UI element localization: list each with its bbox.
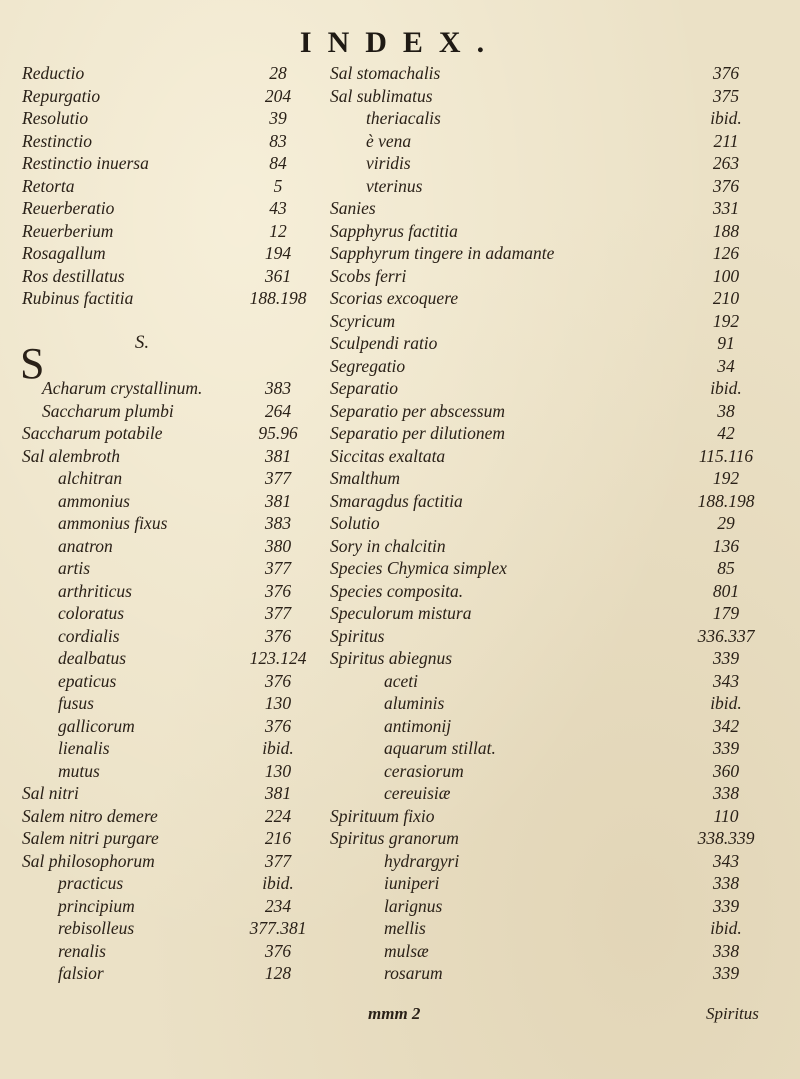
- index-entry: [330, 467, 770, 490]
- page-reference: 376: [712, 175, 740, 196]
- page-reference: ibid.: [710, 108, 742, 128]
- index-entry: [22, 310, 314, 333]
- page-reference: 84: [269, 153, 287, 173]
- index-term: dealbatus: [58, 648, 127, 668]
- index-entry: [22, 962, 314, 985]
- page-reference: 210: [712, 288, 740, 308]
- index-entry: [22, 130, 314, 153]
- index-entry: [22, 62, 314, 85]
- index-entry: [330, 85, 770, 108]
- page-reference: 216: [264, 828, 292, 848]
- page-reference: 338: [712, 783, 740, 803]
- index-entry: [330, 377, 770, 400]
- index-term: mellis: [384, 918, 426, 938]
- index-term: è vena: [366, 130, 412, 151]
- index-term: Restinctio inuersa: [22, 153, 149, 173]
- index-entry: [22, 917, 314, 940]
- index-entry: [22, 715, 314, 738]
- index-term: aluminis: [384, 693, 445, 713]
- page-reference: 224: [264, 805, 292, 826]
- index-term: rebisolleus: [58, 918, 135, 938]
- page-reference: 343: [712, 670, 740, 691]
- page-reference: 342: [712, 715, 740, 736]
- page-reference: 361: [264, 265, 292, 286]
- index-term: Scyricum: [330, 310, 396, 331]
- page-reference: 375: [712, 85, 740, 106]
- index-term: Sapphyrus factitia: [330, 220, 458, 241]
- page-reference: 100: [712, 265, 740, 286]
- page-reference: 376: [264, 670, 292, 691]
- index-entry: [22, 377, 314, 400]
- page-reference: 377: [264, 603, 292, 623]
- index-term: epaticus: [58, 670, 117, 691]
- page-reference: 91: [717, 333, 735, 353]
- index-entry: [330, 872, 770, 895]
- index-term: ammonius fixus: [58, 513, 168, 533]
- index-entry: [22, 265, 314, 288]
- index-entry: [330, 625, 770, 648]
- index-term: Retorta: [22, 175, 75, 196]
- index-left-column: [22, 62, 314, 985]
- index-entry: [330, 355, 770, 378]
- index-term: rosarum: [384, 963, 443, 983]
- index-entry: [330, 400, 770, 423]
- page-reference: 39: [269, 108, 287, 128]
- page-reference: 38: [717, 400, 735, 421]
- index-entry: [22, 175, 314, 198]
- index-term: Salem nitri purgare: [22, 828, 159, 848]
- index-entry: [22, 895, 314, 918]
- index-entry: [330, 175, 770, 198]
- page-reference: 43: [269, 198, 287, 218]
- index-term: Scorias excoquere: [330, 288, 459, 308]
- index-entry: [22, 670, 314, 693]
- page-reference: 115.116: [698, 445, 754, 466]
- index-term: Sal stomachalis: [330, 63, 441, 83]
- page-reference: 188: [712, 220, 740, 241]
- index-term: arthriticus: [58, 580, 132, 601]
- index-entry: [22, 512, 314, 535]
- index-entry: [22, 602, 314, 625]
- index-entry: [330, 265, 770, 288]
- index-entry: [22, 737, 314, 760]
- page-reference: 338: [712, 940, 740, 961]
- page-reference: 376: [264, 940, 292, 961]
- index-term: Segregatio: [330, 355, 406, 376]
- index-term: viridis: [366, 153, 411, 173]
- page-reference: 29: [717, 513, 735, 533]
- index-term: cerasiorum: [384, 760, 464, 781]
- index-term: mutus: [58, 760, 100, 781]
- section-letter: [22, 332, 314, 355]
- index-entry: [22, 220, 314, 243]
- index-term: gallicorum: [58, 715, 135, 736]
- page-reference: 377: [264, 558, 292, 578]
- index-entry: [330, 647, 770, 670]
- index-term: Saccharum plumbi: [42, 400, 174, 421]
- page-reference: 383: [264, 378, 292, 398]
- index-entry: [330, 535, 770, 558]
- index-term: Spiritus abiegnus: [330, 648, 453, 668]
- index-term: hydrargyri: [384, 850, 460, 871]
- index-term: theriacalis: [366, 108, 441, 128]
- index-entry: [22, 580, 314, 603]
- page-reference: 123.124: [249, 648, 307, 668]
- index-term: Spirituum fixio: [330, 805, 435, 826]
- index-entry: [330, 242, 770, 265]
- index-entry: [330, 962, 770, 985]
- index-entry: [330, 512, 770, 535]
- page-reference: 376: [264, 580, 292, 601]
- index-term: renalis: [58, 940, 106, 961]
- index-term: Ros destillatus: [22, 265, 125, 286]
- index-term: lienalis: [58, 738, 110, 758]
- index-entry: [330, 580, 770, 603]
- index-term: Reuerberatio: [22, 198, 115, 218]
- index-term: artis: [58, 558, 91, 578]
- index-term: cordialis: [58, 625, 120, 646]
- index-entry: [330, 62, 770, 85]
- index-entry: [330, 220, 770, 243]
- index-term: Sanies: [330, 198, 376, 218]
- page-reference: ibid.: [262, 873, 294, 893]
- page-reference: 360: [712, 760, 740, 781]
- index-term: Smaragdus factitia: [330, 490, 463, 511]
- page-reference: 339: [712, 895, 740, 916]
- page-reference: 179: [712, 603, 740, 623]
- index-term: Reuerberium: [22, 220, 114, 241]
- page-reference: 377: [264, 468, 292, 488]
- index-entry: [22, 827, 314, 850]
- index-term: Sapphyrum tingere in adamante: [330, 243, 555, 263]
- index-entry: [330, 782, 770, 805]
- index-term: Separatio per abscessum: [330, 400, 505, 421]
- page-reference: ibid.: [710, 693, 742, 713]
- page-reference: 188.198: [249, 288, 307, 308]
- index-entry: [22, 647, 314, 670]
- index-entry: [22, 355, 314, 378]
- index-entry: [22, 467, 314, 490]
- page-reference: 83: [269, 130, 287, 151]
- index-entry: [330, 310, 770, 333]
- page-reference: 95.96: [258, 423, 298, 443]
- page-reference: 5: [273, 175, 283, 196]
- index-entry: [330, 130, 770, 153]
- page-reference: 339: [712, 648, 740, 668]
- index-entry: [22, 85, 314, 108]
- page-reference: 34: [717, 355, 735, 376]
- page-reference: 204: [264, 85, 292, 106]
- index-entry: [330, 422, 770, 445]
- index-entry: [330, 737, 770, 760]
- index-term: Solutio: [330, 513, 380, 533]
- index-term: vterinus: [366, 175, 423, 196]
- page-reference: 381: [264, 490, 292, 511]
- index-entry: [330, 602, 770, 625]
- index-right-column: [330, 62, 770, 985]
- index-entry: [22, 872, 314, 895]
- page-reference: 264: [264, 400, 292, 421]
- page-reference: 136: [712, 535, 740, 556]
- index-entry: [22, 490, 314, 513]
- index-term: Sculpendi ratio: [330, 333, 438, 353]
- index-term: alchitran: [58, 468, 123, 488]
- page-reference: 130: [264, 693, 292, 713]
- page-reference: 338: [712, 873, 740, 893]
- page-reference: 85: [717, 558, 735, 578]
- index-entry: [330, 445, 770, 468]
- index-term: larignus: [384, 895, 443, 916]
- index-term: Species Chymica simplex: [330, 558, 507, 578]
- index-entry: [330, 332, 770, 355]
- page-reference: ibid.: [710, 918, 742, 938]
- index-entry: [22, 242, 314, 265]
- drop-cap-letter: S: [20, 339, 45, 388]
- index-term: Speculorum mistura: [330, 603, 472, 623]
- index-entry: [330, 107, 770, 130]
- page-reference: 28: [269, 63, 287, 83]
- index-term: Repurgatio: [22, 85, 101, 106]
- index-term: Acharum crystallinum.: [42, 378, 203, 398]
- page-reference: 381: [264, 783, 292, 803]
- page-reference: 377: [264, 850, 292, 871]
- index-term: Sal alembroth: [22, 445, 121, 466]
- index-term: aceti: [384, 670, 419, 691]
- index-term: ammonius: [58, 490, 130, 511]
- index-term: aquarum stillat.: [384, 738, 496, 758]
- index-entry: [22, 805, 314, 828]
- index-term: principium: [58, 895, 135, 916]
- index-term: falsior: [58, 963, 104, 983]
- page-reference: 339: [712, 963, 740, 983]
- index-entry: [22, 760, 314, 783]
- index-entry: [330, 692, 770, 715]
- page-reference: 381: [264, 445, 292, 466]
- index-entry: [22, 197, 314, 220]
- index-term: Salem nitro demere: [22, 805, 158, 826]
- page-reference: 338.339: [697, 828, 755, 848]
- index-term: mulsæ: [384, 940, 429, 961]
- index-entry: [22, 692, 314, 715]
- index-term: Resolutio: [22, 108, 89, 128]
- index-entry: [330, 850, 770, 873]
- page-reference: 128: [264, 963, 292, 983]
- page-reference: 376: [264, 715, 292, 736]
- index-term: Spiritus granorum: [330, 828, 459, 848]
- index-term: Reductio: [22, 63, 85, 83]
- index-entry: [330, 715, 770, 738]
- page-reference: 192: [712, 310, 740, 331]
- index-term: cereuisiæ: [384, 783, 451, 803]
- index-term: antimonij: [384, 715, 452, 736]
- page-reference: 42: [717, 423, 735, 443]
- page-reference: 376: [712, 63, 740, 83]
- index-entry: [22, 152, 314, 175]
- page-reference: 192: [712, 468, 740, 488]
- page-reference: 130: [264, 760, 292, 781]
- index-term: Saccharum potabile: [22, 423, 163, 443]
- index-term: Sory in chalcitin: [330, 535, 446, 556]
- index-term: Separatio per dilutionem: [330, 423, 505, 443]
- page-reference: 376: [264, 625, 292, 646]
- index-entry: [330, 670, 770, 693]
- page-reference: 801: [712, 580, 740, 601]
- index-term: coloratus: [58, 603, 125, 623]
- index-term: Species composita.: [330, 580, 464, 601]
- index-entry: [22, 107, 314, 130]
- index-entry: [330, 557, 770, 580]
- page-reference: 126: [712, 243, 740, 263]
- index-term: Rosagallum: [22, 243, 106, 263]
- index-term: Sal philosophorum: [22, 850, 155, 871]
- index-entry: [330, 895, 770, 918]
- index-term: Scobs ferri: [330, 265, 407, 286]
- page-reference: 263: [712, 153, 740, 173]
- index-entry: [330, 490, 770, 513]
- index-entry: [22, 850, 314, 873]
- index-term: Rubinus factitia: [22, 288, 134, 308]
- index-title: INDEX.: [299, 26, 501, 59]
- index-entry: [22, 535, 314, 558]
- page-reference: ibid.: [262, 738, 294, 758]
- page-reference: 188.198: [697, 490, 755, 511]
- index-entry: [330, 940, 770, 963]
- index-entry: [330, 152, 770, 175]
- index-entry: [22, 287, 314, 310]
- page-reference: 234: [264, 895, 292, 916]
- page-reference: ibid.: [710, 378, 742, 398]
- index-entry: [22, 625, 314, 648]
- page-reference: 12: [269, 220, 287, 241]
- page-reference: 380: [264, 535, 292, 556]
- index-entry: [22, 400, 314, 423]
- index-term: fusus: [58, 693, 94, 713]
- index-term: Siccitas exaltata: [330, 445, 446, 466]
- page-reference: 194: [264, 243, 292, 263]
- page-reference: 377.381: [249, 918, 307, 938]
- page-reference: 343: [712, 850, 740, 871]
- index-term: Restinctio: [22, 130, 92, 151]
- index-entry: [330, 287, 770, 310]
- index-entry: [22, 940, 314, 963]
- index-term: anatron: [58, 535, 113, 556]
- index-entry: [330, 917, 770, 940]
- index-term: practicus: [58, 873, 124, 893]
- index-term: Smalthum: [330, 468, 400, 488]
- catchword: Spiritus: [706, 1004, 759, 1023]
- index-term: Sal nitri: [22, 783, 79, 803]
- index-term: Sal sublimatus: [330, 85, 433, 106]
- page-reference: 211: [713, 130, 739, 151]
- index-entry: [22, 445, 314, 468]
- index-entry: [330, 827, 770, 850]
- index-entry: [22, 782, 314, 805]
- page-reference: 110: [713, 805, 739, 826]
- index-term: Spiritus: [330, 625, 385, 646]
- index-entry: [22, 422, 314, 445]
- index-term: S.: [134, 332, 150, 353]
- index-entry: [330, 760, 770, 783]
- index-entry: [330, 805, 770, 828]
- page-reference: 383: [264, 513, 292, 533]
- page-reference: 339: [712, 738, 740, 758]
- index-entry: [330, 197, 770, 220]
- index-term: Separatio: [330, 378, 399, 398]
- index-entry: [22, 557, 314, 580]
- index-term: iuniperi: [384, 873, 440, 893]
- signature-mark: mmm 2: [368, 1004, 421, 1023]
- page-reference: 336.337: [697, 625, 755, 646]
- page-reference: 331: [712, 198, 740, 218]
